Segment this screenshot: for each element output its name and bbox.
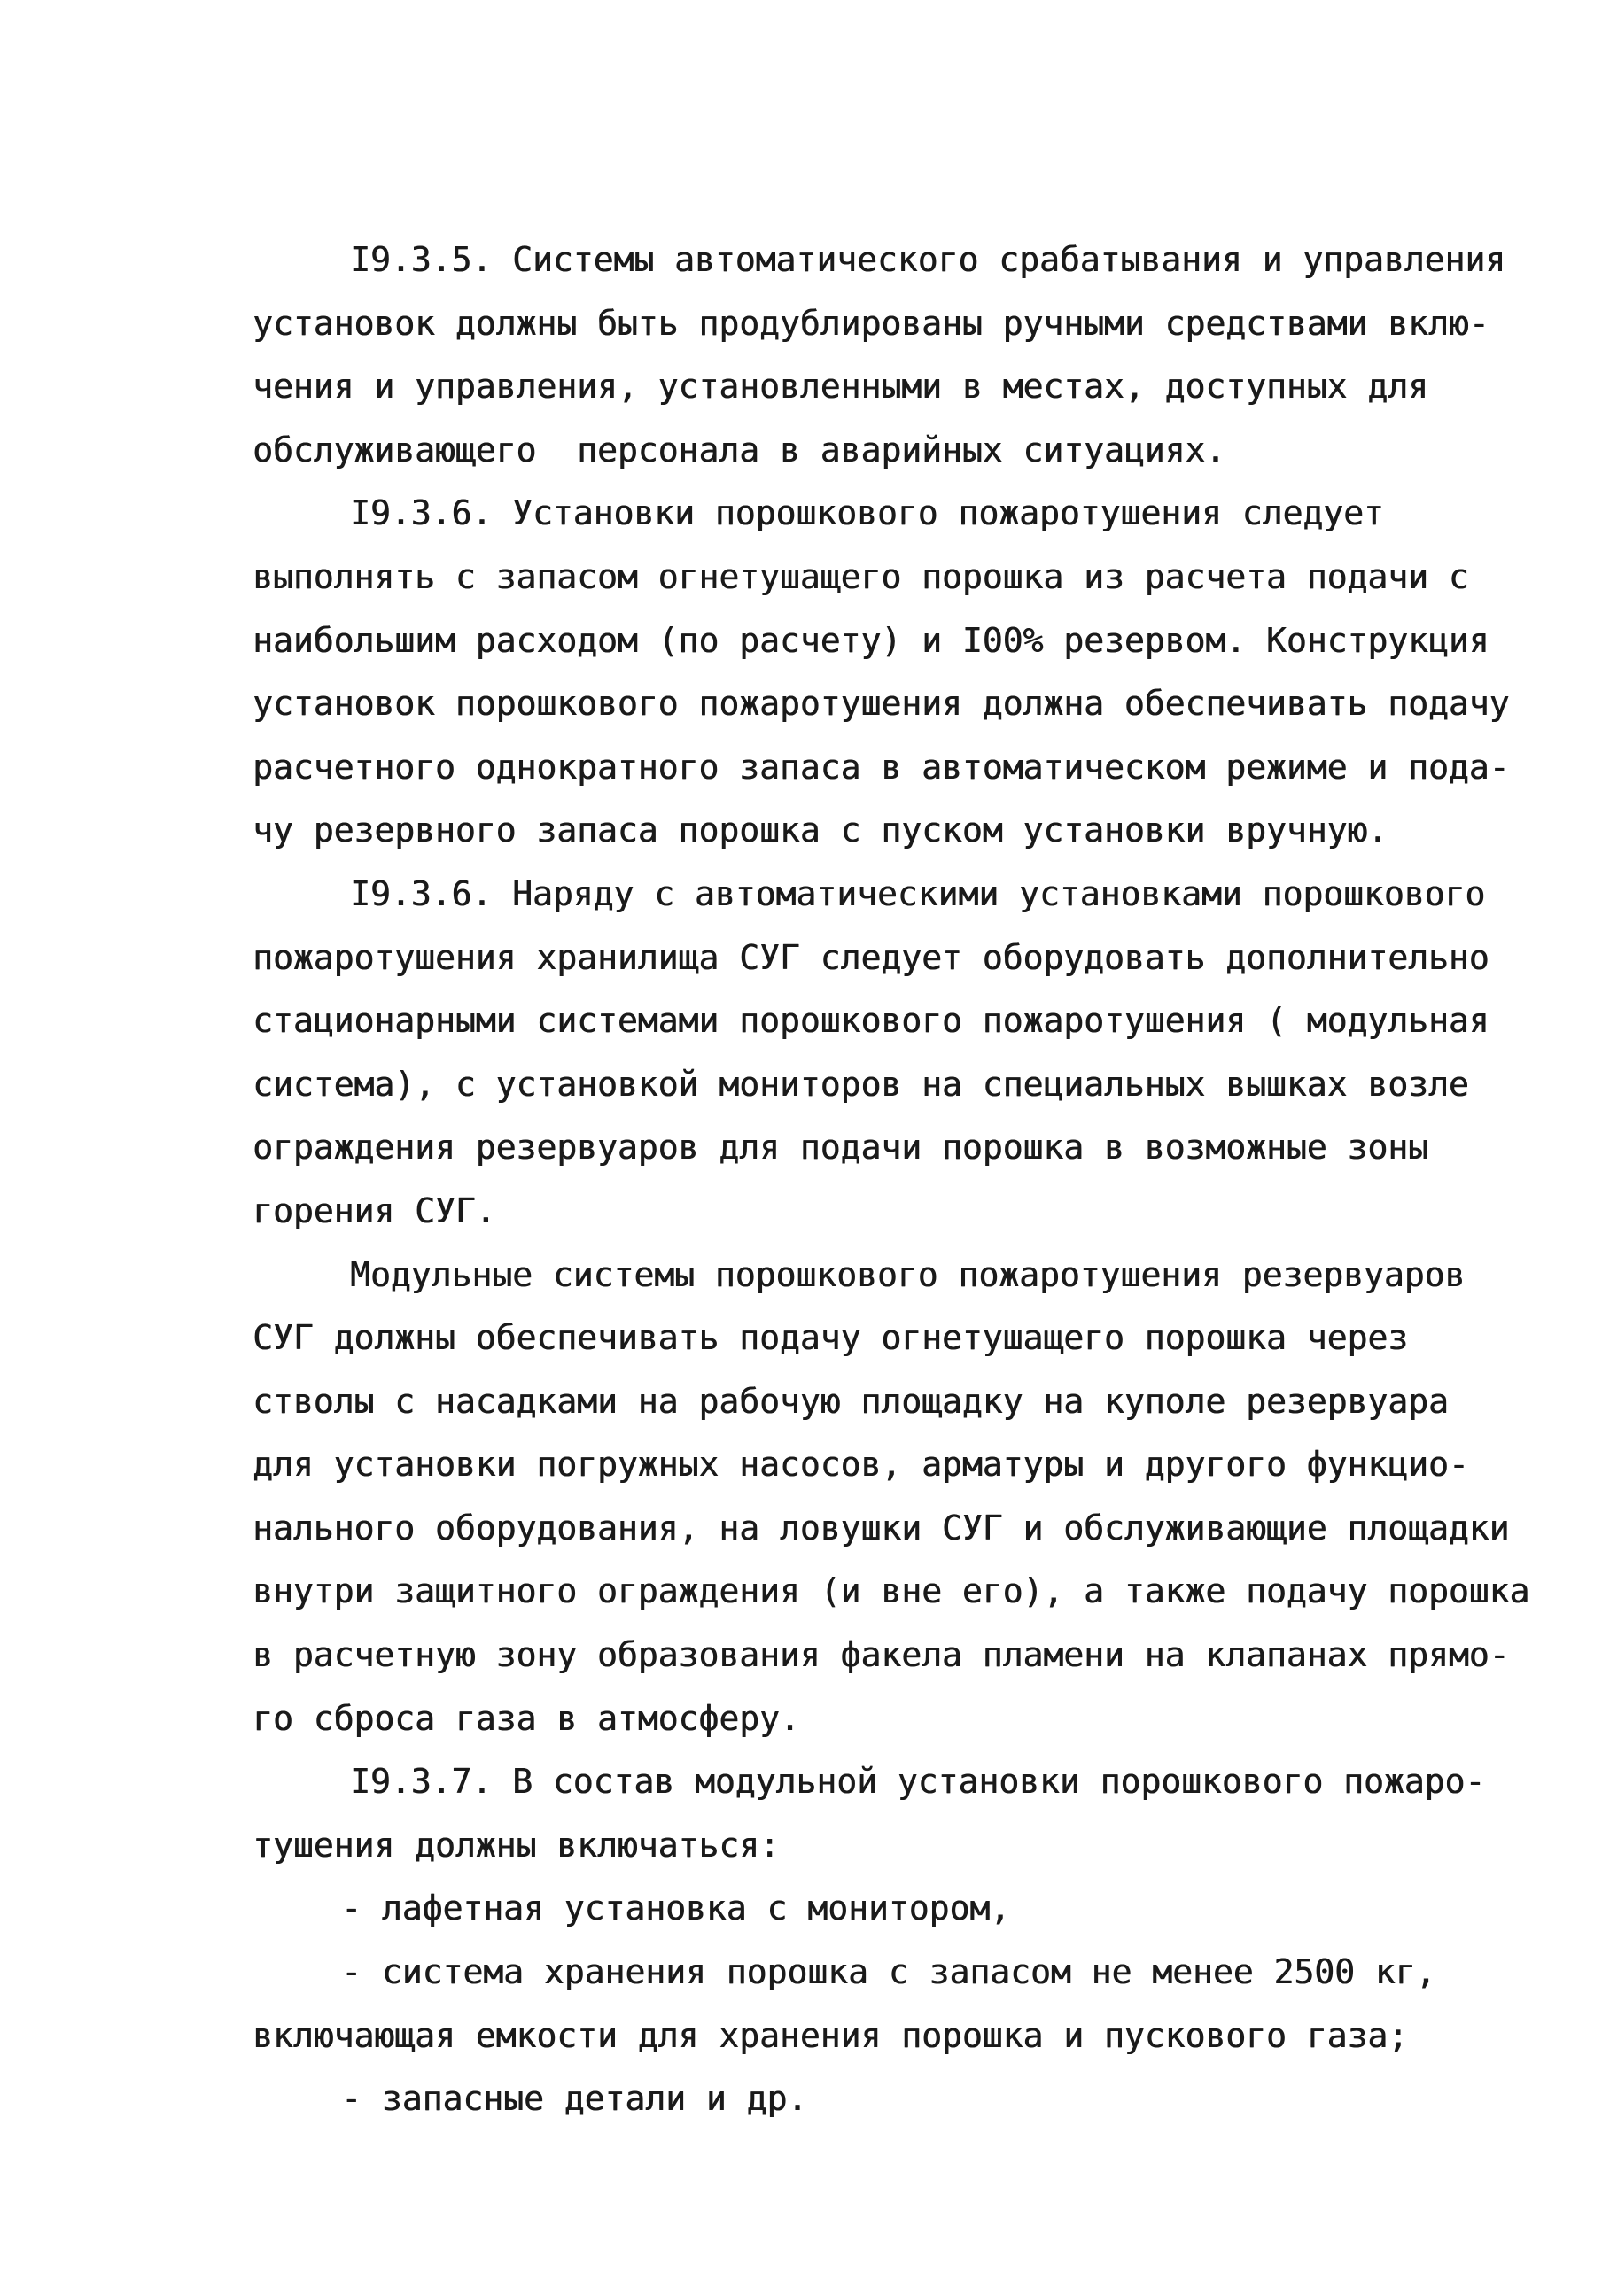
equipment-list bbox=[253, 1877, 1440, 2130]
paragraph-19-3-6-first bbox=[253, 482, 1510, 863]
text-line: наибольшим расходом (по расчету) и I00% резервом. Конструкция bbox=[253, 620, 1489, 660]
text-line: обслуживающего персонала в аварийных ситуациях. bbox=[253, 430, 1226, 469]
text-line: горения СУГ. bbox=[253, 1191, 496, 1230]
text-line: I9.3.6. Наряду с автоматическими установками порошкового bbox=[350, 873, 1486, 913]
paragraph-modular-systems bbox=[253, 1244, 1530, 1751]
text-line: ограждения резервуаров для подачи порошка в возможные зоны bbox=[253, 1128, 1428, 1167]
text-line: стволы с насадками на рабочую площадку на куполе резервуара bbox=[253, 1381, 1449, 1421]
text-line: I9.3.5. Системы автоматического срабатывания и управления bbox=[350, 240, 1506, 279]
list-item: - лафетная установка с монитором, bbox=[341, 1889, 1010, 1928]
text-line: установок порошкового пожаротушения должна обеспечивать подачу bbox=[253, 684, 1510, 724]
list-item-continuation: включающая емкости для хранения порошка и пускового газа; bbox=[253, 2015, 1409, 2055]
text-line: нального оборудования, на ловушки СУГ и обслуживающие площадки bbox=[253, 1508, 1510, 1547]
text-line: го сброса газа в атмосферу. bbox=[253, 1698, 800, 1738]
text-line: Модульные системы порошкового пожаротушения резервуаров bbox=[350, 1254, 1466, 1294]
text-line: для установки погружных насосов, арматуры и другого функцио- bbox=[253, 1445, 1469, 1485]
text-line: СУГ должны обеспечивать подачу огнетушащего порошка через bbox=[253, 1318, 1409, 1358]
text-line: система), с установкой мониторов на специальных вышках возле bbox=[253, 1064, 1469, 1104]
text-line: I9.3.7. В состав модульной установки порошкового пожаро- bbox=[350, 1762, 1486, 1802]
text-line: расчетного однократного запаса в автоматическом режиме и пода- bbox=[253, 747, 1510, 787]
text-line: пожаротушения хранилища СУГ следует оборудовать дополнительно bbox=[253, 937, 1489, 977]
text-line: выполнять с запасом огнетушащего порошка из расчета подачи с bbox=[253, 556, 1469, 596]
paragraph-19-3-7 bbox=[253, 1750, 1486, 1877]
text-line: в расчетную зону образования факела пламени на клапанах прямо- bbox=[253, 1635, 1510, 1675]
paragraph-19-3-5 bbox=[253, 229, 1506, 482]
document-body bbox=[253, 229, 1530, 2131]
text-line: чения и управления, установленными в местах, доступных для bbox=[253, 367, 1428, 407]
text-line: чу резервного запаса порошка с пуском установки вручную. bbox=[253, 811, 1388, 850]
text-line: стационарными системами порошкового пожаротушения ( модульная bbox=[253, 1001, 1489, 1041]
text-line: установок должны быть продублированы ручными средствами вклю- bbox=[253, 303, 1489, 343]
text-line: внутри защитного ограждения (и вне его), а также подачу порошка bbox=[253, 1571, 1530, 1611]
list-item: - запасные детали и др. bbox=[341, 2079, 808, 2119]
text-line: тушения должны включаться: bbox=[253, 1825, 780, 1865]
list-item: - система хранения порошка с запасом не менее 2500 кг, bbox=[341, 1952, 1436, 1992]
text-line: I9.3.6. Установки порошкового пожаротушения следует bbox=[350, 493, 1384, 533]
paragraph-19-3-6-second bbox=[253, 863, 1489, 1244]
